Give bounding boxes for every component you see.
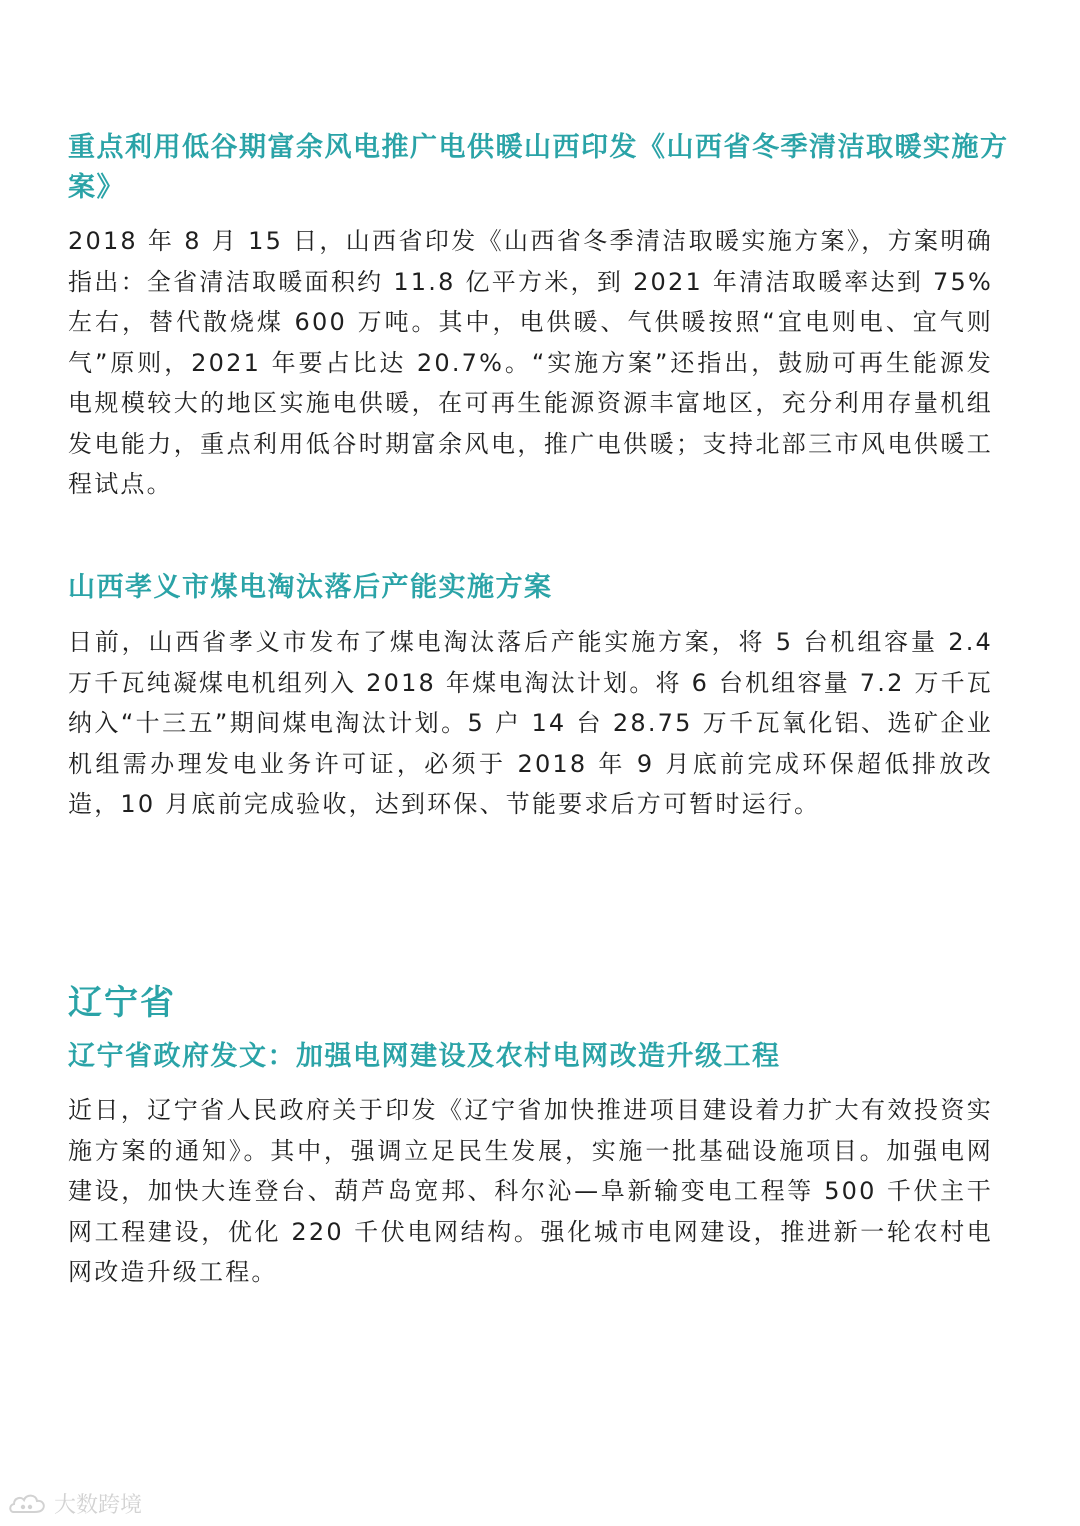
- section-body-liaoning-grid: 近日，辽宁省人民政府关于印发《辽宁省加快推进项目建设着力扩大有效投资实施方案的通知》。其中，强调立足民生发展，实施一批基础设施项目。加强电网建设，加快大连登台、葫芦岛宽邦、科尔沁—阜新输变电工程等 500 千伏主干网工程建设，优化 220 千伏电网结构。强化城市电网建设，推进新一轮农村电网改造升级工程。: [68, 1096, 993, 1286]
- section-title-liaoning-grid: 辽宁省政府发文：加强电网建设及农村电网改造升级工程: [68, 1041, 781, 1072]
- section-title-shanxi-heating: 重点利用低谷期富余风电推广电供暖山西印发《山西省冬季清洁取暖实施方案》: [68, 132, 1009, 203]
- watermark-text: 大数跨境: [54, 1493, 143, 1518]
- province-heading-liaoning: 辽宁省: [68, 983, 176, 1023]
- section-body-shanxi-heating: 2018 年 8 月 15 日，山西省印发《山西省冬季清洁取暖实施方案》，方案明确指出：全省清洁取暖面积约 11.8 亿平方米，到 2021 年清洁取暖率达到 75%左右，替代散烧煤 600 万吨。其中，电供暖、气供暖按照“宜电则电、宜气则气”原则，2021 年要占比达 20.7%。“实施方案”还指出，鼓励可再生能源发电规模较大的地区实施电供暖，在可再生能源资源丰富地区，充分利用存量机组发电能力，重点利用低谷时期富余风电，推广电供暖；支持北部三市风电供暖工程试点。: [68, 227, 993, 498]
- cloud-logo-icon: [8, 1490, 50, 1518]
- section-body-xiaoyi-coal: 日前，山西省孝义市发布了煤电淘汰落后产能实施方案，将 5 台机组容量 2.4 万千瓦纯凝煤电机组列入 2018 年煤电淘汰计划。将 6 台机组容量 7.2 万千瓦纳入“十三五”期间煤电淘汰计划。5 户 14 台 28.75 万千瓦氧化铝、选矿企业机组需办理发电业务许可证，必须于 2018 年 9 月底前完成环保超低排放改造，10 月底前完成验收，达到环保、节能要求后方可暂时运行。: [68, 628, 993, 818]
- watermark: [8, 1488, 142, 1519]
- section-title-xiaoyi-coal: 山西孝义市煤电淘汰落后产能实施方案: [68, 572, 553, 603]
